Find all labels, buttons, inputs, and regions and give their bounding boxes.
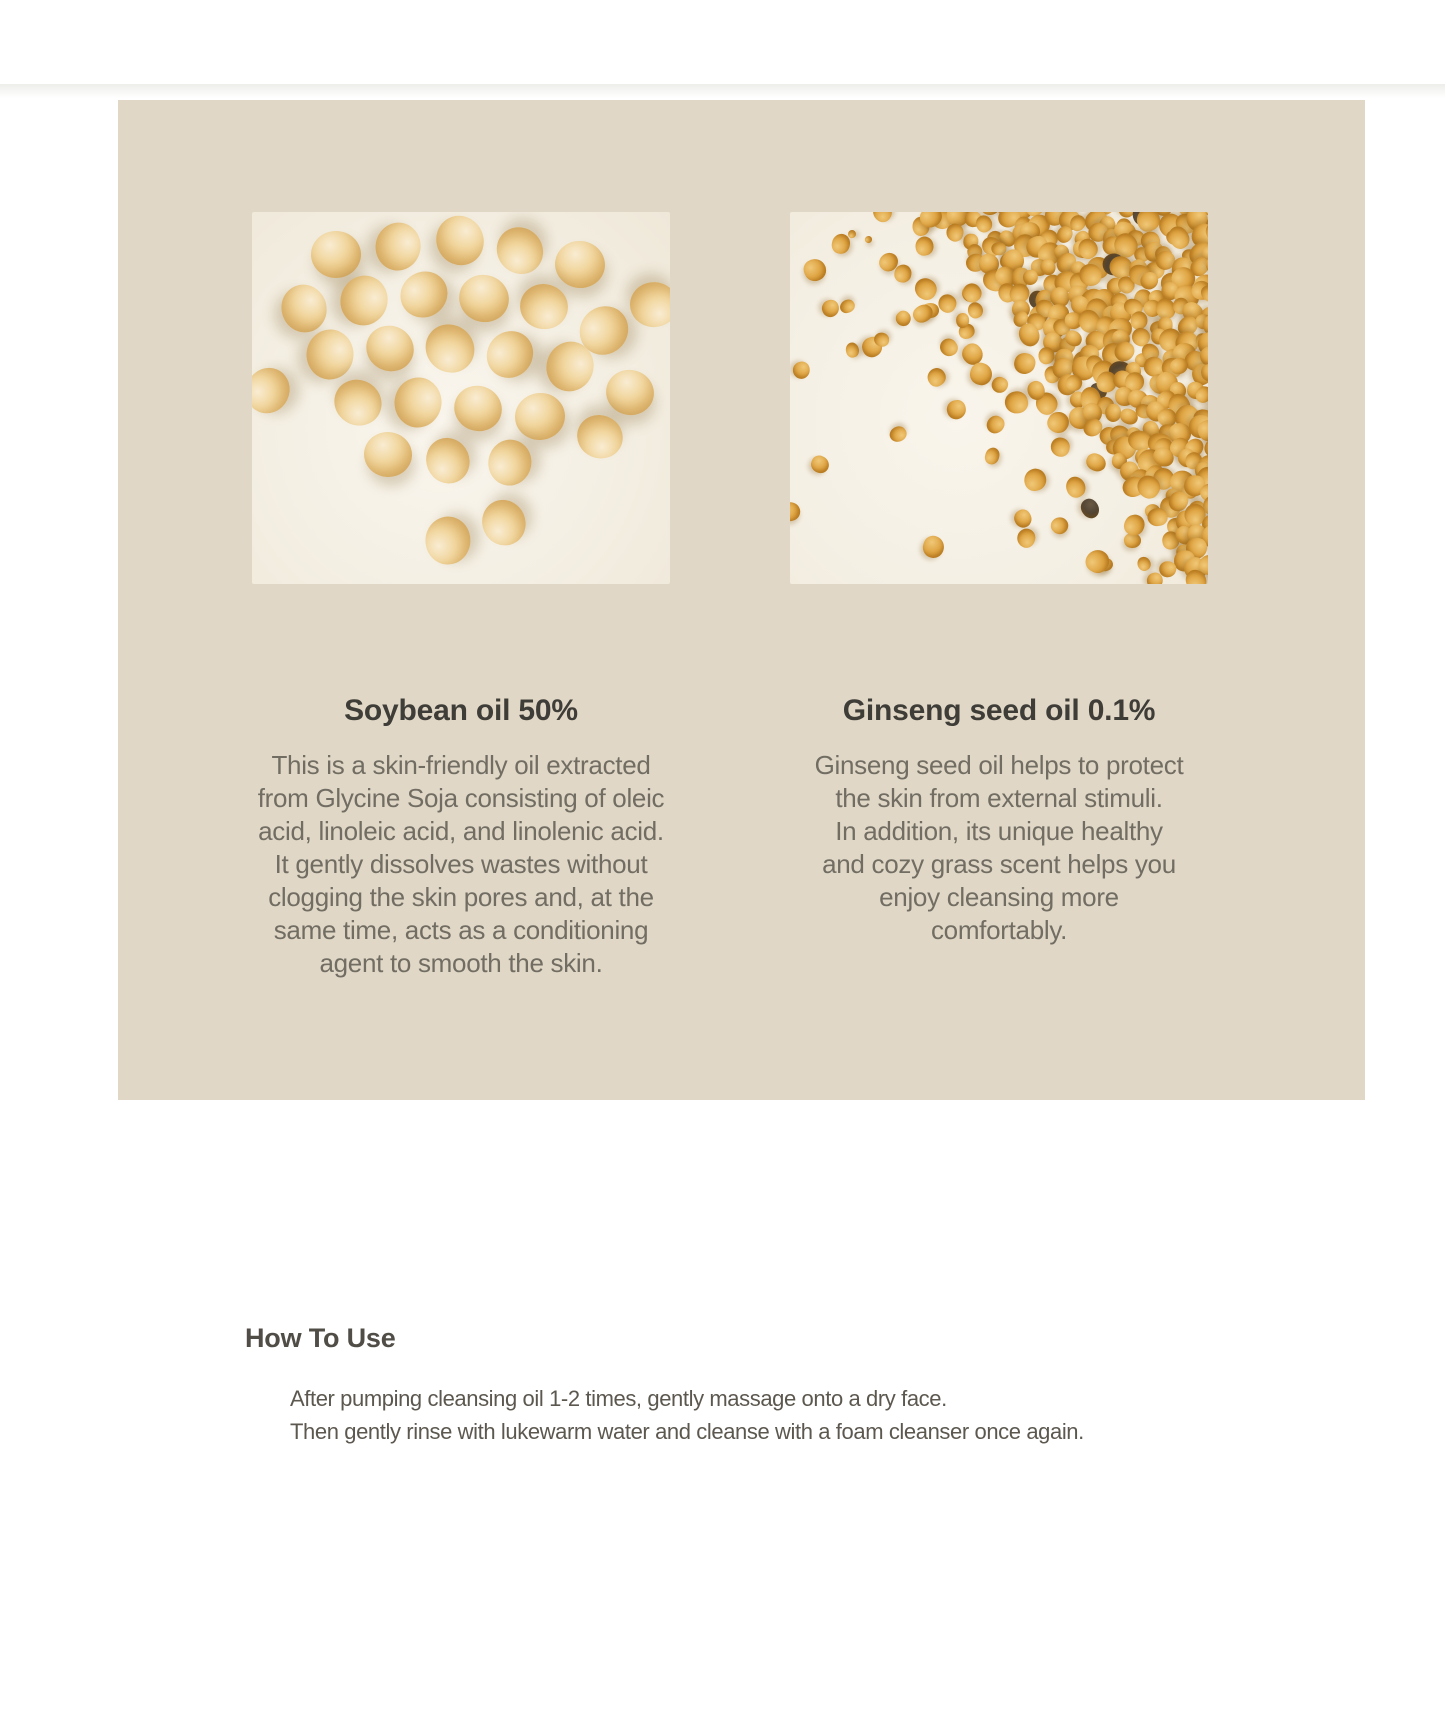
ginseng-seed [982,412,1007,437]
ginseng-seed [1014,526,1038,550]
ginseng-seed [1084,450,1110,474]
description-line: same time, acts as a conditioning [273,915,649,945]
top-section-divider [0,84,1445,98]
ginseng-seed [837,296,857,315]
ingredient-description-ginseng [769,749,1229,947]
how-to-use-instructions [290,1382,1084,1448]
ingredient-title-ginseng: Ginseng seed oil 0.1% [842,694,1156,727]
soybean [487,218,553,284]
soybean [428,212,492,273]
instruction-line: After pumping cleansing oil 1-2 times, gently massage onto a dry face. [290,1386,947,1411]
ingredient-title-soybean: Soybean oil 50% [344,694,578,727]
ginseng-seed [1135,554,1154,573]
ginseng-seed [791,360,812,382]
soybean [630,282,670,328]
description-line: acid, linoleic acid, and linolenic acid. [258,816,664,846]
ginseng-seed [1003,389,1030,415]
ginseng-seed [893,308,914,329]
ginseng-seed [960,280,986,306]
ginseng-seed [937,335,961,359]
soybean [252,360,298,420]
soybean [601,365,659,421]
ginseng-seed [920,533,947,561]
instruction-line: Then gently rinse with lukewarm water and cleanse with a foam cleanser once again. [290,1419,1084,1444]
soybean [485,436,536,489]
soybean [334,269,394,331]
description-line: In addition, its unique healthy [835,816,1163,846]
how-to-use-heading: How To Use [245,1323,396,1353]
soybean [477,322,543,388]
ginseng-seed [809,453,833,476]
description-line: Ginseng seed oil helps to protect [814,750,1184,780]
ginseng-seed [984,446,1002,466]
soybean [424,515,472,565]
soybean [512,390,568,444]
ginseng-seed [1021,467,1047,494]
description-line: the skin from external stimuli. [835,783,1163,813]
soybean [305,328,355,381]
description-line: enjoy cleansing more [879,882,1119,912]
ginseng-seed [869,212,895,226]
soybean [447,379,508,439]
description-line: clogging the skin pores and, at the [268,882,654,912]
ginseng-seed [989,374,1010,395]
description-line: and cozy grass scent helps you [822,849,1176,879]
description-line: from Glycine Soja consisting of oleic [257,783,665,813]
soybean [552,237,609,291]
ginseng-seed [1077,495,1103,521]
ginseng-seed [1063,474,1089,501]
soybean [362,430,414,479]
ginseng-seed [887,424,909,445]
soybean [391,262,456,326]
soybean [416,314,485,382]
soybean [475,493,533,553]
description-line: agent to smooth the skin. [319,948,603,978]
soybean [326,371,391,435]
ginseng-seed [1012,350,1038,376]
soybean [571,408,630,465]
ginseng-photo [790,212,1208,584]
soybean-photo [252,212,670,584]
soybean [453,268,515,328]
ginseng-seed [820,298,842,320]
soybean [392,375,445,430]
ginseng-seed [863,234,873,244]
soybean [372,219,425,274]
soybean [419,431,477,490]
ginseng-seed [790,498,803,523]
soybean [311,231,361,278]
ginseng-seed [945,399,968,422]
ginseng-seed [924,364,949,389]
description-line: comfortably. [930,915,1068,945]
ginseng-seed [894,264,913,284]
description-line: This is a skin-friendly oil extracted [271,750,651,780]
description-line: It gently dissolves wastes without [274,849,648,879]
soybean [516,280,571,333]
ginseng-seed [911,275,940,303]
soybean [359,318,422,380]
ginseng-seed [801,255,830,284]
ginseng-seed [1048,514,1072,538]
ingredient-description-soybean [231,749,691,980]
ginseng-seed [844,341,860,358]
ginseng-seed [914,236,935,258]
ginseng-seed [1011,507,1035,531]
ginseng-seed [1082,545,1114,577]
ginseng-seed [1049,436,1071,458]
